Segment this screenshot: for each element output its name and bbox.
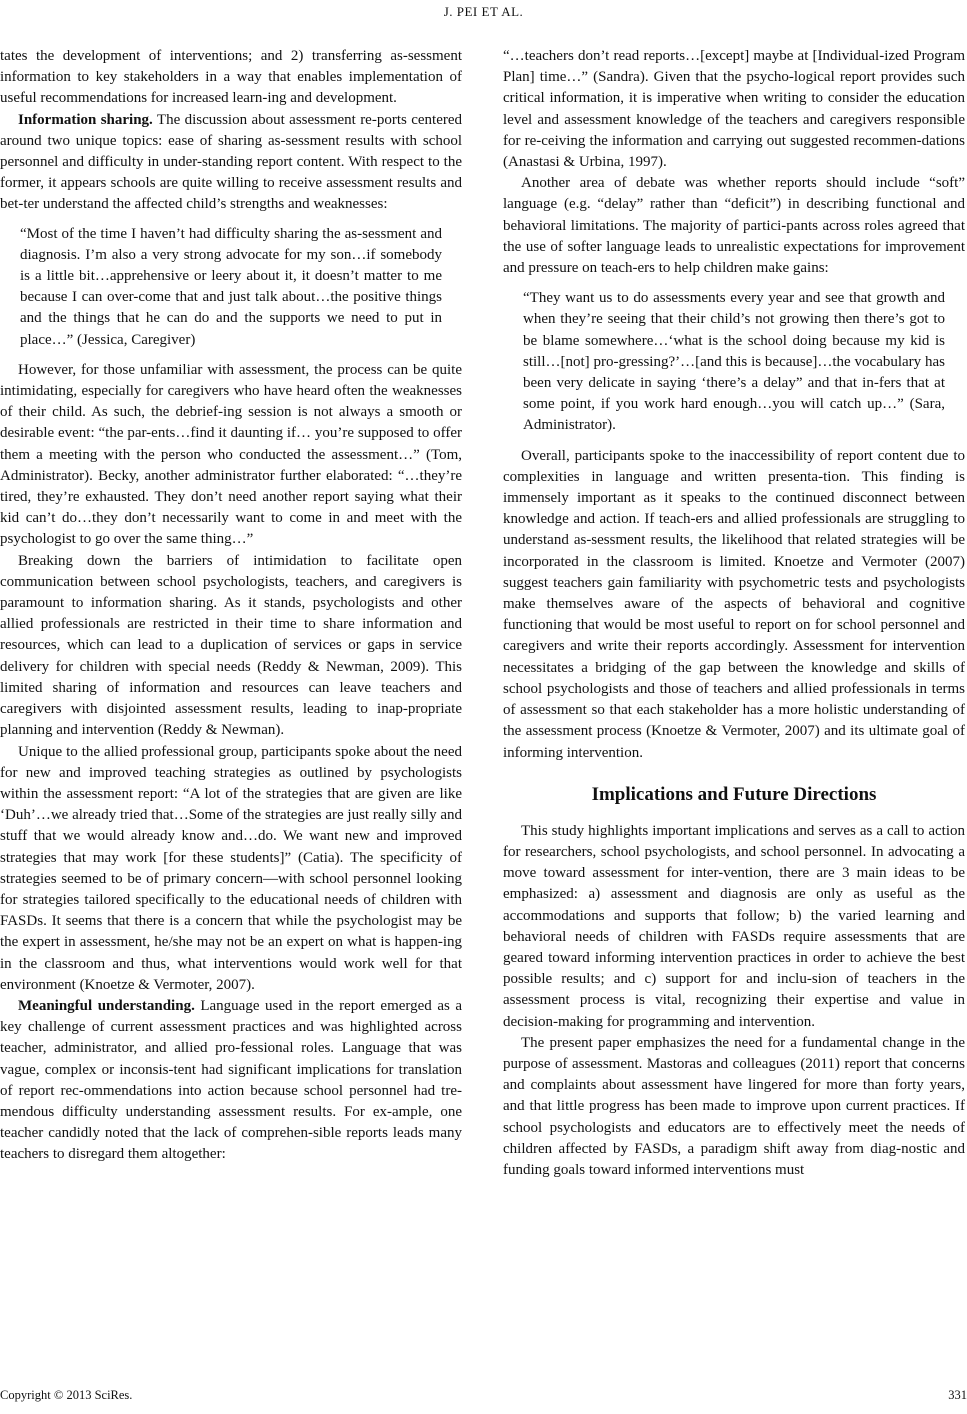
paragraph: Another area of debate was whether reports should include “soft” language (e.g. “delay” rather than “deficit”) in describing functional and behavioral limitations. The majority of partici-pants across roles agreed that the use of softer language leads to unrealistic expectations for improvement and pressure on teach-ers to help children make gains: [503, 175, 965, 277]
paragraph: tates the development of interventions; and 2) transferring as-sessment information to key stakeholders in a way that enables implementation of useful recommendations for increased learn-ing and development. [0, 48, 462, 107]
paragraph-information-sharing [0, 110, 462, 216]
paragraph-text: Language used in the report emerged as a key challenge of current assessment practices and was highlighted across teacher, administrator, and allied pro-fessional roles. Language that was vague, complex or inconsis-tent had significant implications for translation of report rec-ommendations into action because school personnel had tre-mendous difficulty understanding assessment results. For ex-ample, one teacher candidly noted that the lack of comprehen-sible reports leads many teachers to disregard them altogether: [0, 997, 462, 1163]
paragraph: Unique to the allied professional group, participants spoke about the need for new and improved teaching strategies as outlined by psychologists within the assessment report: “A lot of the strategies that are given are like ‘Duh’…we already tried that…Some of the strategies are just really silly and stuff that we would already know and…do. We want new and improved strategies that may work [for these students]” (Catia). The specificity of strategies seemed to be of primary concern—with school personnel looking for strategies tailored specifically to the educational needs of children with FASDs. It seems that there is a concern that while the psychologist may be the expert in assessment, he/she may not be an expert on what is happen-ing in the classroom and thus, what interventions would work well for that environment (Knoetze & Vermoter, 2007). [0, 743, 462, 993]
paragraph: However, for those unfamiliar with assessment, the process can be quite intimidating, especially for caregivers who have heard often the weaknesses of their child. As such, the debrief-ing session is not always a smooth or desirable event: “the par-ents…find it daunting if… you’re supposed to offer them a meeting with the person who conducted the assessment…” (Tom, Administrator). Becky, another administrator further elaborated: “…they’re tired, they’re exhausted. They don’t need another report saying what their kid can’t do…they don’t necessarily want to come in and meet with the psychologist to go over the same thing…” [0, 361, 462, 548]
paragraph: Breaking down the barriers of intimidation to facilitate open communication between school psychologists, teachers, and caregivers is paramount to information sharing. As it stands, psychologists and other allied professionals are restricted in their time to share information and resources, which can lead to a duplication of services or gaps in service delivery for children with special needs (Reddy & Newman, 2009). This limited sharing of information and resources can leave teachers and caregivers with disjointed assessment results, leading to inap-propriate planning and intervention (Reddy & Newman). [0, 552, 462, 739]
page-number: 331 [948, 1388, 967, 1402]
paragraph: “…teachers don’t read reports…[except] maybe at [Individual-ized Program Plan] time…” (Sandra). Given that the psycho-logical report provides such critical information, it is imperative when writing to consider the education level and assessment knowledge of the teachers and caregivers responsible for re-ceiving the information and carrying out suggested recommen-dations (Anastasi & Urbina, 1997). [503, 48, 965, 171]
running-header: J. PEI ET AL. [443, 4, 524, 19]
block-quote: “Most of the time I haven’t had difficulty sharing the as-sessment and diagnosis. I’m also a very strong advocate for my son…if somebody is a little bit…apprehensive or leery about it, it doesn’t matter to me because I can over-come that and just talk about…the positive things and the things that he can do and the supports we need to put in place…” (Jessica, Caregiver) [20, 225, 442, 348]
right-column [503, 46, 965, 1181]
paragraph: Overall, participants spoke to the inaccessibility of report content due to complexities in language and written presenta-tion. This finding is immensely important as it speaks to the continued disconnect between knowledge and action. If teach-ers and allied professionals are struggling to understand as-sessment results, the likelihood that related strategies will be incorporated in the classroom is limited. Knoetze and Vermoter (2007) suggest teachers gain familiarity with psychometric tests and psychologists make themselves aware of the aspects of behavioral and cognitive functioning that would be most useful to report on for school personnel and caregivers and write their reports accordingly. Assessment for intervention necessitates a bridging of the gap between the knowledge and skills of school psychologists and those of teachers and allied professionals in terms of assessment so that each stakeholder has a more holistic understanding of the assessment process (Knoetze & Vermoter, 2007) and its ultimate goal of informing intervention. [503, 447, 965, 761]
subsection-heading: Meaningful understanding. [18, 997, 195, 1014]
section-heading: Implications and Future Directions [591, 783, 877, 805]
paragraph-text: The discussion about assessment re-ports centered around two unique topics: ease of sharing as-sessment results with school personnel and difficulty in under-standing report content. With respect to the former, it appears schools are quite willing to receive assessment results and bet-ter understand the affected child’s strengths and weaknesses: [0, 111, 463, 213]
paragraph: This study highlights important implications and serves as a call to action for researchers, school psychologists, and school personnel. In advocating a move toward assessment for inter-vention, there are 3 main ideas to be emphasized: a) assessment and diagnosis are only as useful as the accommodations and supports that follow; b) the varied learning and behavioral needs of children with FASDs require assessments that are geared toward informing intervention practices in order to achieve the best possible results; and c) support for and inclu-sion of teachers in the assessment process is vital, recognizing their expertise and value in decision-making for programming and intervention. [503, 822, 965, 1030]
subsection-heading: Information sharing. [18, 111, 153, 128]
left-column [0, 46, 462, 1166]
block-quote: “They want us to do assessments every year and see that growth and when they’re seeing that their child’s not growing then there’s got to be blame somewhere…‘what is the school doing because my kid is still…[not] pro-gressing?’…[and this is because]…the vocabulary has been very delicate in saying ‘there’s a delay” and that in-fers that at some point, if you work hard enough…you will catch up…” (Sara, Administrator). [523, 290, 945, 434]
paragraph-meaningful-understanding [0, 996, 462, 1166]
paragraph: The present paper emphasizes the need for a fundamental change in the purpose of assessment. Mastoras and colleagues (2011) report that concerns and complaints about assessment have lingered for more than forty years, and that little progress has been made to improve upon current practices. If school psychologists and educators are to effectively meet the needs of children affected by FASDs, a paradigm shift away from diag-nostic and funding goals toward informed interventions must [503, 1034, 965, 1178]
copyright-notice: Copyright © 2013 SciRes. [0, 1388, 133, 1402]
